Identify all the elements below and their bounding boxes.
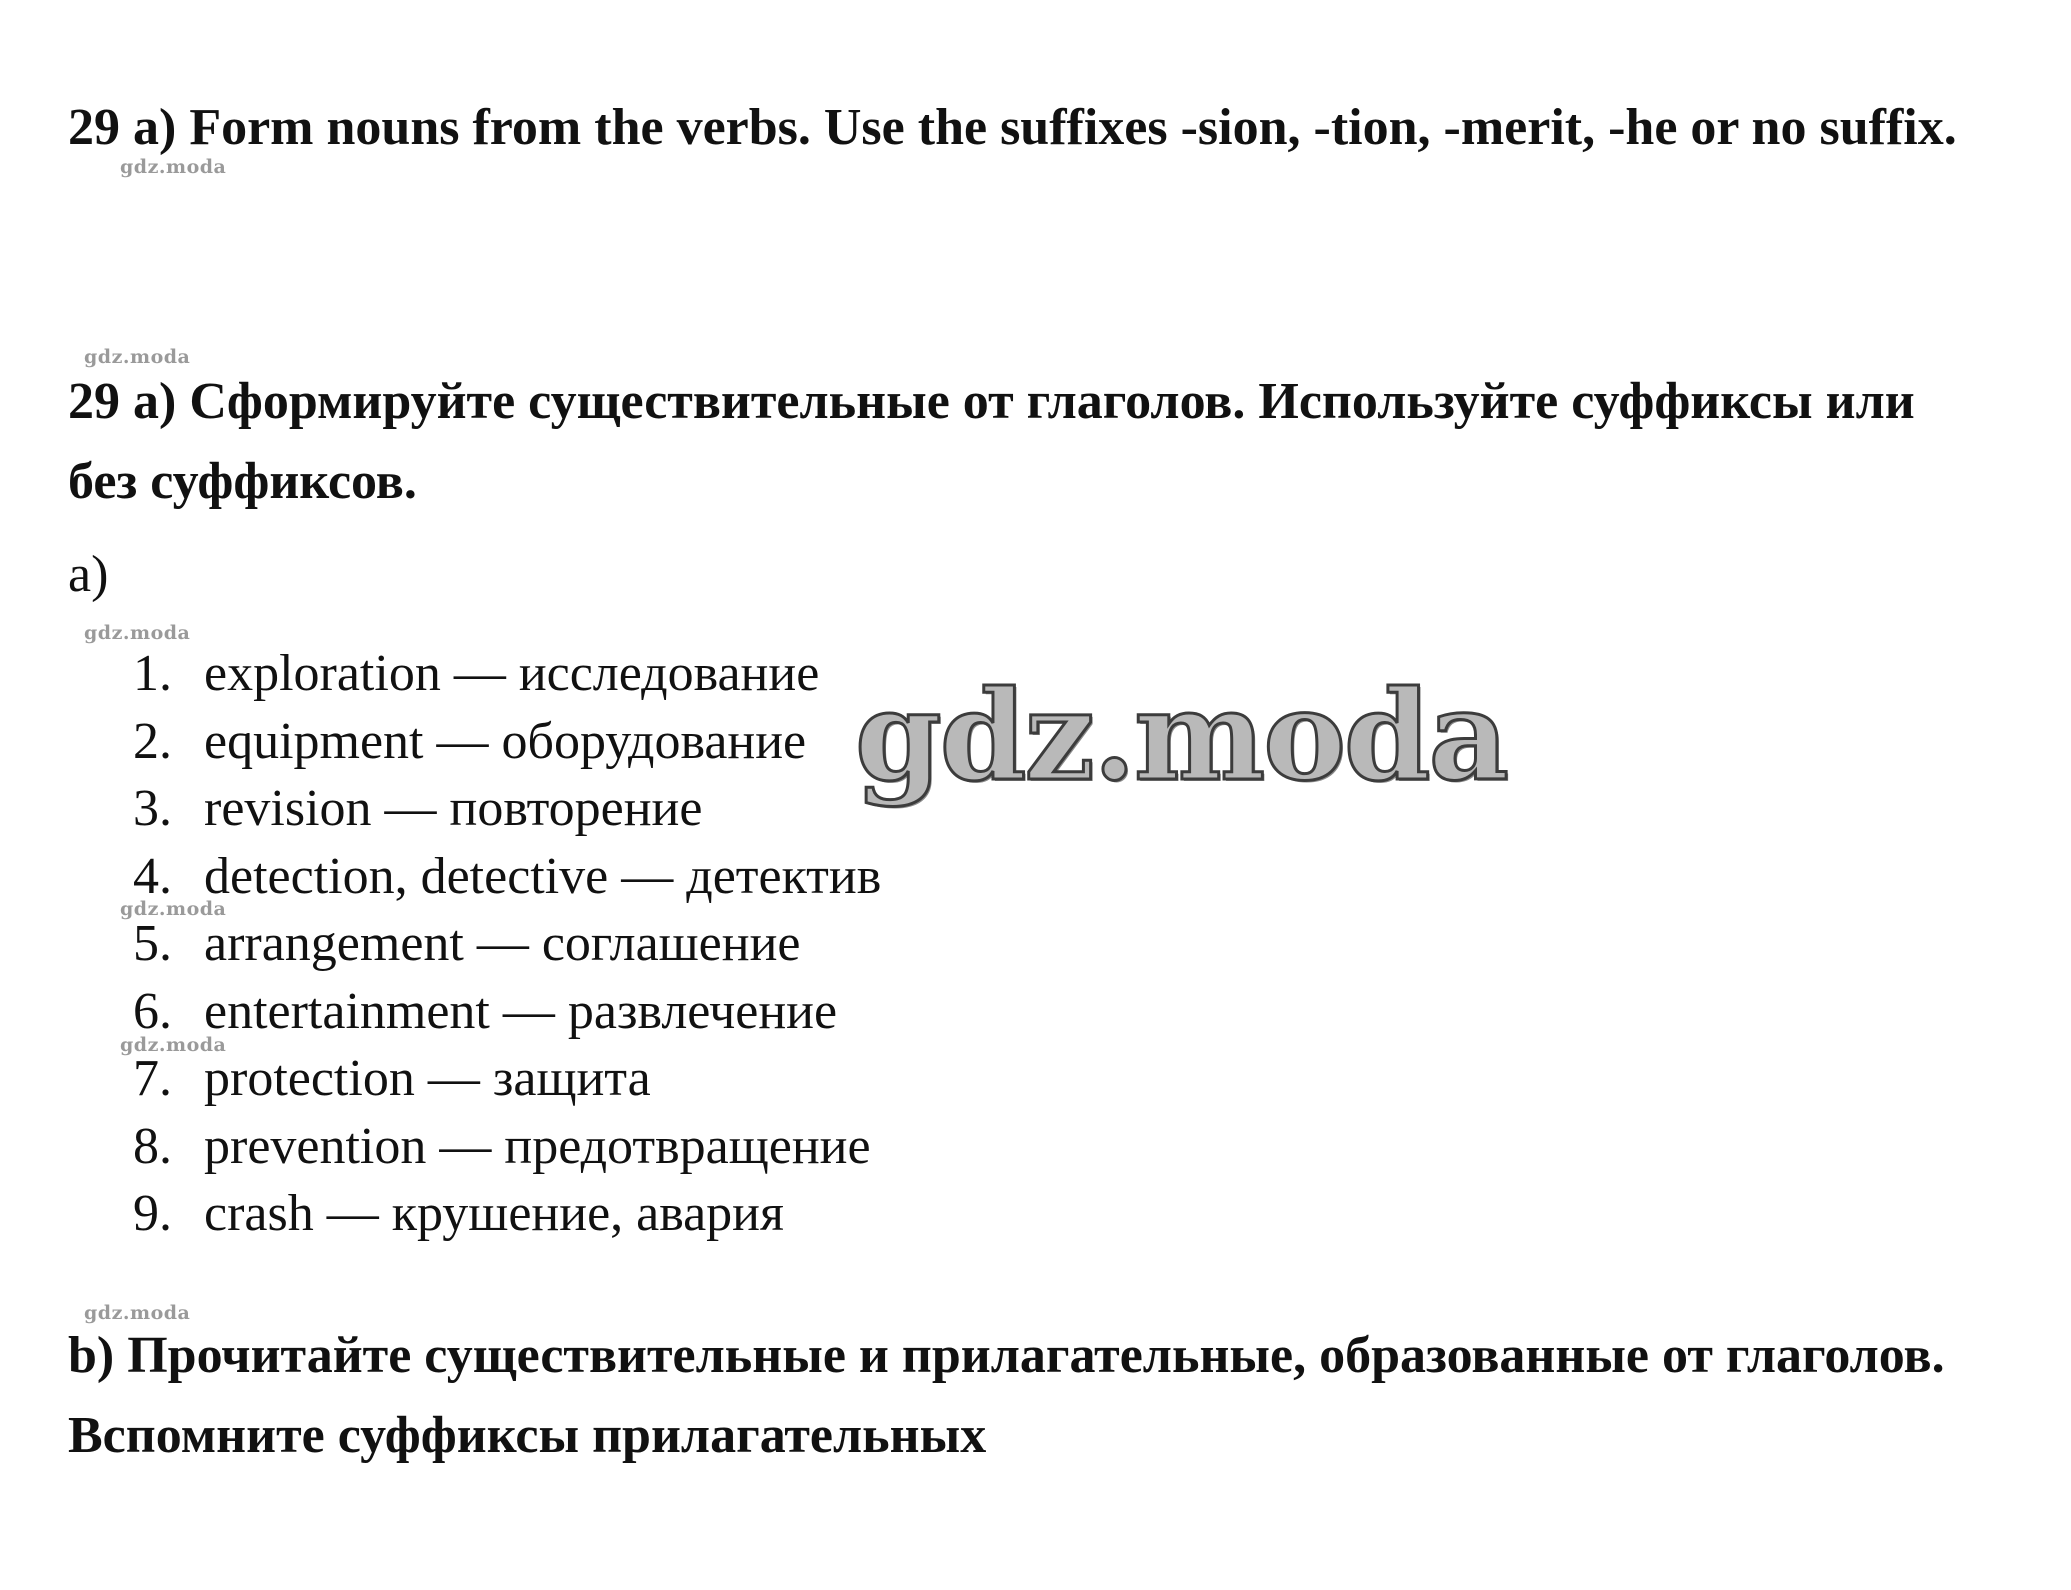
watermark-small: gdz.moda <box>84 622 191 644</box>
watermark-small: gdz.moda <box>120 898 227 920</box>
item-text: crash — крушение, авария <box>204 1185 784 1242</box>
item-text: revision — повторение <box>204 780 703 837</box>
watermark-small: gdz.moda <box>120 1034 227 1056</box>
list-item <box>88 910 881 978</box>
watermark-small: gdz.moda <box>84 346 191 368</box>
list-item <box>88 1180 881 1248</box>
item-number: 5. <box>133 915 172 972</box>
item-number: 7. <box>133 1050 172 1107</box>
item-number: 8. <box>133 1117 172 1175</box>
item-number: 1. <box>133 645 172 702</box>
item-number: 9. <box>133 1185 172 1242</box>
watermark-small: gdz.moda <box>84 1302 191 1324</box>
item-number: 3. <box>133 780 172 837</box>
item-number: 6. <box>133 982 172 1040</box>
item-text: detection, detective — детектив <box>204 847 882 905</box>
list-item <box>88 708 881 776</box>
item-text: prevention — предотвращение <box>204 1117 871 1175</box>
item-text: exploration — исследование <box>204 645 820 702</box>
item-text: entertainment — развлечение <box>204 982 838 1040</box>
item-number: 2. <box>133 712 172 770</box>
answer-list <box>88 640 881 1248</box>
item-text: protection — защита <box>204 1050 651 1107</box>
item-text: arrangement — соглашение <box>204 915 801 972</box>
watermark-large: gdz.moda <box>855 664 1507 809</box>
item-text: equipment — оборудование <box>204 712 807 770</box>
task-heading-ru: 29 a) Сформируйте существительные от глаголов. Используйте суффиксы или без суффиксов. <box>68 373 1915 510</box>
item-number: 4. <box>133 847 172 905</box>
list-item <box>88 640 881 708</box>
part-b-heading: b) Прочитайте существительные и прилагательные, образованные от глаголов. Вспомните суффиксы прилагательных <box>68 1327 1945 1464</box>
watermark-small: gdz.moda <box>120 156 227 178</box>
answer-label: a) <box>68 546 109 603</box>
task-heading-en: 29 a) Form nouns from the verbs. Use the suffixes -sion, -tion, -merit, -he or no suffix. <box>68 99 1957 156</box>
list-item <box>88 775 881 843</box>
list-item <box>88 1113 881 1181</box>
